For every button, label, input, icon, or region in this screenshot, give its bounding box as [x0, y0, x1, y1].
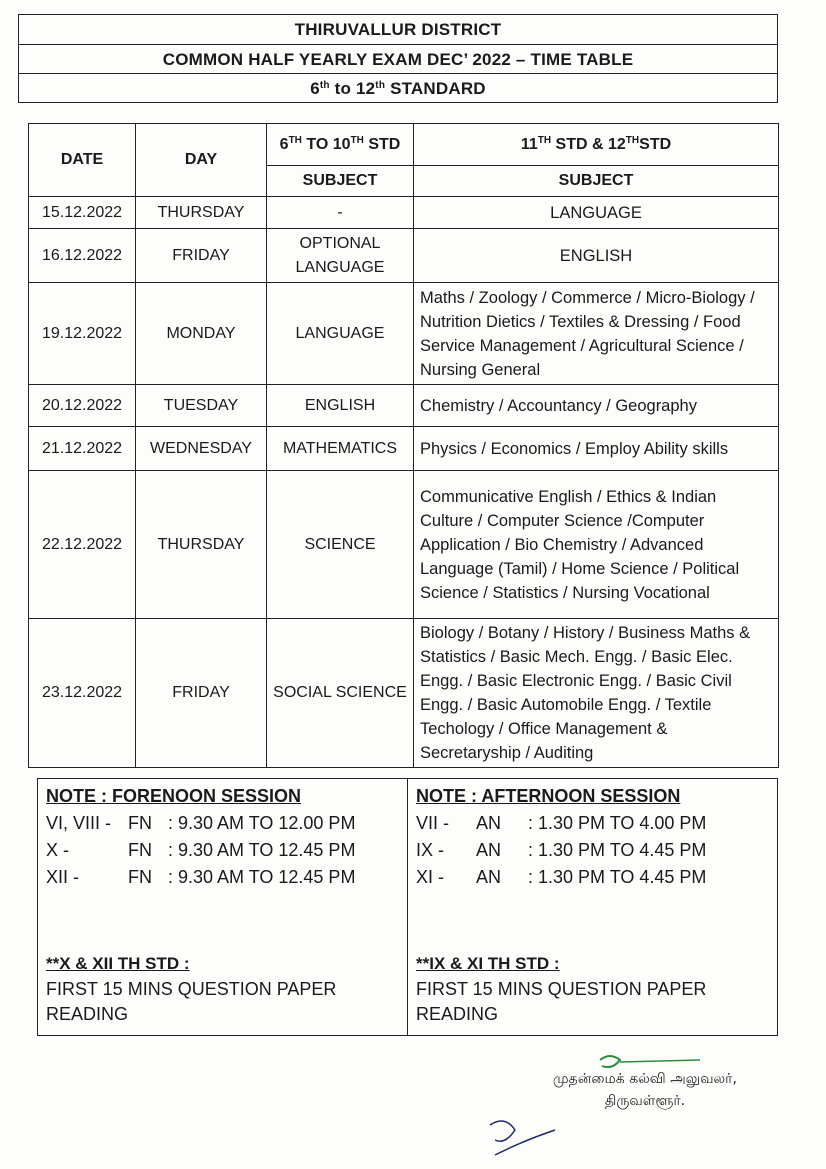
cell-day: MONDAY — [136, 283, 267, 385]
std-from-sup: th — [319, 80, 330, 91]
header-senior-group: 11TH STD & 12THSTD — [414, 124, 779, 166]
table-row — [29, 283, 779, 385]
table-header-row — [29, 124, 779, 166]
cell-day: FRIDAY — [136, 229, 267, 283]
table-row — [29, 427, 779, 471]
cell-day: FRIDAY — [136, 619, 267, 768]
cell-junior-subject: SCIENCE — [267, 471, 414, 619]
afternoon-note — [407, 779, 777, 1035]
cell-senior-subject: Physics / Economics / Employ Ability skills — [414, 427, 779, 471]
forenoon-reading-note: **X & XII TH STD : FIRST 15 MINS QUESTION PAPER READING — [46, 954, 337, 1024]
table-row — [29, 197, 779, 229]
cell-junior-subject: MATHEMATICS — [267, 427, 414, 471]
header-date: DATE — [29, 124, 136, 197]
cell-senior-subject: Communicative English / Ethics & Indian Culture / Computer Science /Computer Application / Bio Chemistry / Advanced Language (Tamil) / Home Science / Political Science / Statistics / Nursing Vocational — [414, 471, 779, 619]
cell-day: THURSDAY — [136, 471, 267, 619]
afternoon-line: XI - AN : 1.30 PM TO 4.45 PM — [416, 867, 707, 887]
cell-junior-subject: ENGLISH — [267, 385, 414, 427]
table-row — [29, 229, 779, 283]
forenoon-title: NOTE : FORENOON SESSION — [46, 786, 302, 806]
document-header — [18, 14, 778, 103]
forenoon-note — [38, 779, 407, 1035]
header-senior-subject: SUBJECT — [414, 166, 779, 197]
afternoon-title: NOTE : AFTERNOON SESSION — [416, 786, 681, 806]
forenoon-line: XII - FN : 9.30 AM TO 12.45 PM — [46, 867, 356, 887]
cell-date: 19.12.2022 — [29, 283, 136, 385]
forenoon-line: X - FN : 9.30 AM TO 12.45 PM — [46, 840, 356, 860]
std-suffix: STANDARD — [385, 79, 486, 98]
cell-senior-subject: Maths / Zoology / Commerce / Micro-Biology / Nutrition Dietics / Textiles & Dressing / Food Service Management / Agricultural Science / Nursing General — [414, 283, 779, 385]
cell-senior-subject: ENGLISH — [414, 229, 779, 283]
afternoon-line: IX - AN : 1.30 PM TO 4.45 PM — [416, 840, 707, 860]
cell-junior-subject: LANGUAGE — [267, 283, 414, 385]
table-row — [29, 471, 779, 619]
district-title: THIRUVALLUR DISTRICT — [294, 20, 502, 39]
cell-date: 21.12.2022 — [29, 427, 136, 471]
forenoon-line: VI, VIII - FN : 9.30 AM TO 12.00 PM — [46, 813, 356, 833]
cell-day: WEDNESDAY — [136, 427, 267, 471]
cell-date: 20.12.2022 — [29, 385, 136, 427]
signatory-designation: முதன்மைக் கல்வி அலுவலர், — [553, 1071, 737, 1087]
afternoon-line: VII - AN : 1.30 PM TO 4.00 PM — [416, 813, 707, 833]
cell-day: THURSDAY — [136, 197, 267, 229]
cell-date: 22.12.2022 — [29, 471, 136, 619]
table-row — [29, 619, 779, 768]
cell-date: 15.12.2022 — [29, 197, 136, 229]
signatory-block — [520, 1068, 770, 1112]
header-day: DAY — [136, 124, 267, 197]
table-row — [29, 385, 779, 427]
session-notes — [37, 778, 778, 1036]
cell-senior-subject: LANGUAGE — [414, 197, 779, 229]
cell-senior-subject: Biology / Botany / History / Business Maths & Statistics / Basic Mech. Engg. / Basic Elec. Engg. / Basic Electronic Engg. / Basic Civil Engg. / Basic Automobile Engg. / Textile Techology / Office Management & Secretaryship / Auditing — [414, 619, 779, 768]
cell-junior-subject: SOCIAL SCIENCE — [267, 619, 414, 768]
cell-date: 16.12.2022 — [29, 229, 136, 283]
header-junior-group: 6TH TO 10TH STD — [267, 124, 414, 166]
cell-junior-subject: - — [267, 197, 414, 229]
exam-timetable — [28, 123, 779, 768]
std-to: to 12 — [329, 79, 376, 98]
standard-range — [19, 73, 777, 102]
std-from: 6 — [310, 79, 320, 98]
cell-senior-subject: Chemistry / Accountancy / Geography — [414, 385, 779, 427]
header-junior-subject: SUBJECT — [267, 166, 414, 197]
cell-junior-subject: OPTIONAL LANGUAGE — [267, 229, 414, 283]
std-to-sup: th — [375, 80, 386, 91]
afternoon-reading-note: **IX & XI TH STD : FIRST 15 MINS QUESTION PAPER READING — [416, 954, 707, 1024]
exam-title: COMMON HALF YEARLY EXAM DEC’ 2022 – TIME TABLE — [19, 44, 777, 73]
cell-day: TUESDAY — [136, 385, 267, 427]
cell-date: 23.12.2022 — [29, 619, 136, 768]
signatory-place: திருவள்ளூர். — [604, 1093, 686, 1109]
